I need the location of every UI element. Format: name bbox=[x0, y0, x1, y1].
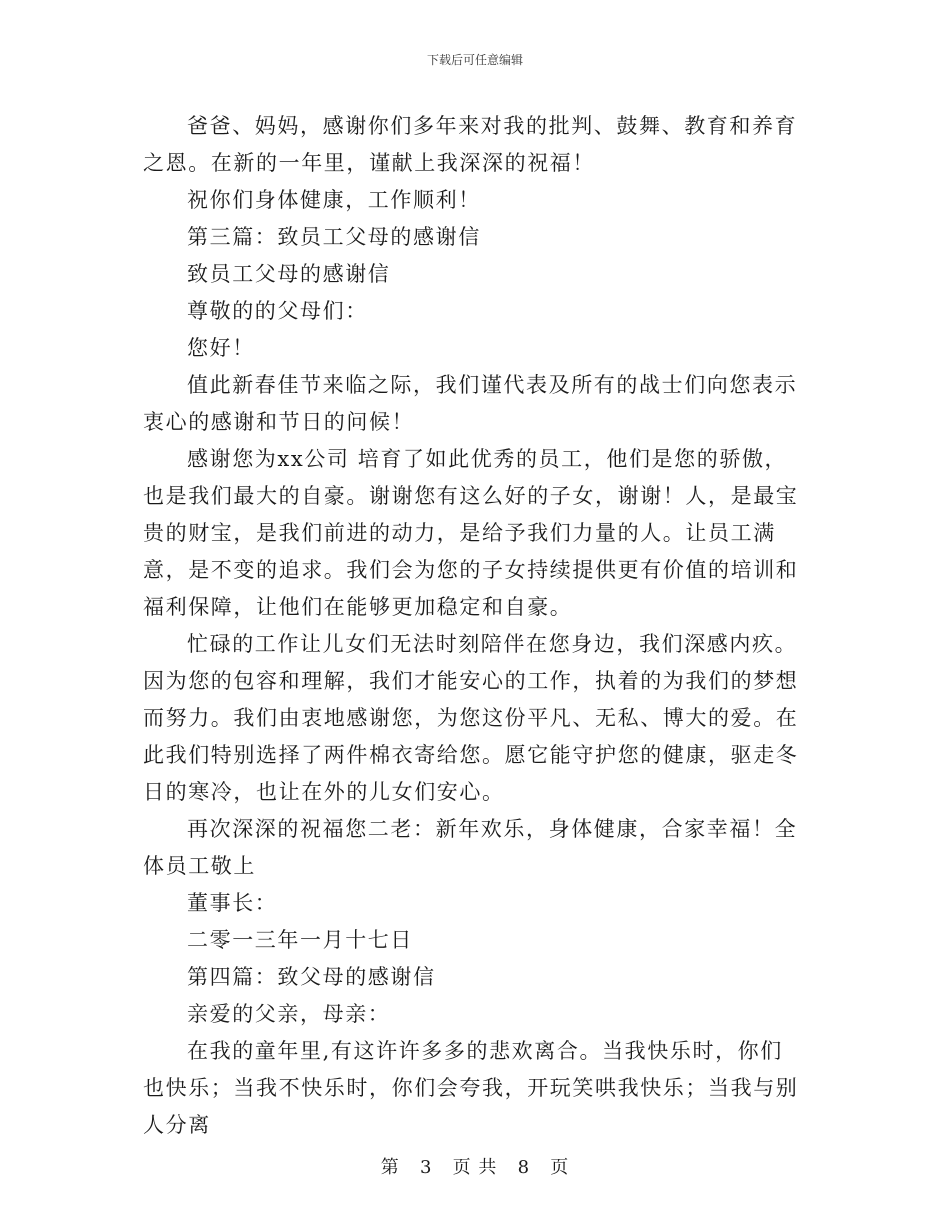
section-heading: 第四篇：致父母的感谢信 bbox=[187, 965, 436, 989]
paragraph: 在我的童年里,有这许许多多的悲欢离合。当我快乐时，你们也快乐；当我不快乐时，你们会夸我，开玩笑哄我快乐；当我与别人分离 bbox=[143, 1039, 799, 1137]
document-body bbox=[143, 108, 805, 1144]
footer-prefix: 第 bbox=[380, 1157, 400, 1178]
current-page-number: 3 bbox=[419, 1157, 433, 1178]
signature-title: 董事长： bbox=[187, 891, 278, 915]
header-text: 下载后可任意编辑 bbox=[426, 53, 523, 67]
greeting: 您好！ bbox=[187, 336, 255, 360]
total-pages-number: 8 bbox=[517, 1157, 531, 1178]
paragraph: 值此新春佳节来临之际，我们谨代表及所有的战士们向您表示衷心的感谢和节日的问候！ bbox=[143, 373, 798, 434]
paragraph: 再次深深的祝福您二老：新年欢乐，身体健康，合家幸福！全体员工敬上 bbox=[143, 817, 798, 878]
salutation: 亲爱的父亲，母亲： bbox=[187, 1002, 391, 1026]
paragraph: 祝你们身体健康，工作顺利！ bbox=[187, 188, 481, 212]
page-header bbox=[0, 52, 950, 68]
footer-suffix: 页 bbox=[550, 1157, 570, 1178]
section-heading: 第三篇：致员工父母的感谢信 bbox=[187, 225, 481, 249]
salutation: 尊敬的的父母们： bbox=[187, 299, 368, 323]
paragraph: 忙碌的工作让儿女们无法时刻陪伴在您身边，我们深感内疚。因为您的包容和理解，我们才能安心的工作，执着的为我们的梦想而努力。我们由衷地感谢您，为您这份平凡、无私、博大的爱。在此我们特别选择了两件棉衣寄给您。愿它能守护您的健康，驱走冬日的寒冷，也让在外的儿女们安心。 bbox=[143, 632, 799, 804]
paragraph: 感谢您为xx公司 培育了如此优秀的员工，他们是您的骄傲，也是我们最大的自豪。谢谢您有这么好的子女，谢谢！人，是最宝贵的财宝，是我们前进的动力，是给予我们力量的人。让员工满意，是不变的追求。我们会为您的子女持续提供更有价值的培训和福利保障，让他们在能够更加稳定和自豪。 bbox=[143, 447, 799, 619]
page-footer bbox=[0, 1157, 950, 1179]
date-line: 二零一三年一月十七日 bbox=[187, 928, 413, 952]
footer-middle: 页 共 bbox=[452, 1157, 498, 1178]
letter-title: 致员工父母的感谢信 bbox=[187, 262, 391, 286]
paragraph: 爸爸、妈妈，感谢你们多年来对我的批判、鼓舞、教育和养育之恩。在新的一年里，谨献上我深深的祝福！ bbox=[143, 114, 798, 175]
